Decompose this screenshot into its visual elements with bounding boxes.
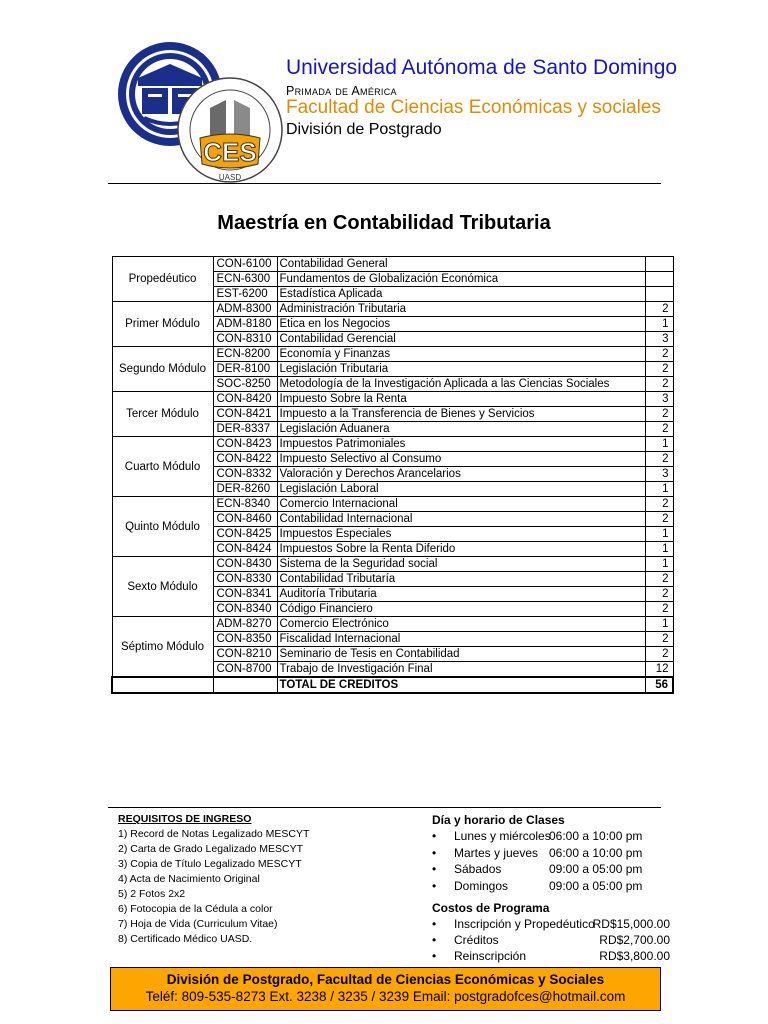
- cost-item: Créditos: [454, 933, 499, 947]
- course-code: ADM-8180: [213, 317, 277, 332]
- requirements-list: [118, 827, 418, 947]
- course-code: SOC-8250: [213, 377, 277, 392]
- course-code: CON-8341: [213, 587, 277, 602]
- course-code: CON-8421: [213, 407, 277, 422]
- course-name: Etica en los Negocios: [277, 317, 645, 332]
- schedule-row: [432, 861, 692, 878]
- cost-amount: RD$3,800.00: [599, 949, 670, 963]
- requirement-item: 5) 2 Fotos 2x2: [118, 888, 186, 900]
- course-name: Legislación Aduanera: [277, 422, 645, 437]
- course-credits: [645, 287, 673, 302]
- course-credits: 3: [645, 467, 673, 482]
- module-name: Propedéutico: [112, 257, 213, 302]
- course-credits: 1: [645, 527, 673, 542]
- footer-contact: Teléf: 809-535-8273 Ext. 3238 / 3235 / 3239 Email: postgradofces@hotmail.com: [145, 989, 626, 1004]
- course-name: Impuesto Sobre la Renta: [277, 392, 645, 407]
- schedule-row: [432, 878, 692, 895]
- course-name: Legislación Tributaria: [277, 362, 645, 377]
- total-empty-cell: [112, 677, 213, 693]
- course-code: EST-6200: [213, 287, 277, 302]
- course-credits: 2: [645, 632, 673, 647]
- course-name: Metodología de la Investigación Aplicada a las Ciencias Sociales: [277, 377, 645, 392]
- course-name: Valoración y Derechos Arancelarios: [277, 467, 645, 482]
- ces-faculty-logo: [178, 78, 282, 182]
- course-code: ECN-8200: [213, 347, 277, 362]
- course-credits: 2: [645, 512, 673, 527]
- course-name: Impuesto a la Transferencia de Bienes y Servicios: [277, 407, 645, 422]
- course-name: Auditoría Tributaria: [277, 587, 645, 602]
- table-row: [112, 392, 673, 407]
- table-row: [112, 617, 673, 632]
- course-code: CON-8332: [213, 467, 277, 482]
- schedule-time: 06:00 a 10:00 pm: [549, 829, 643, 843]
- schedule-row: [432, 845, 692, 862]
- cost-item: Reinscripción: [454, 949, 527, 963]
- course-code: DER-8337: [213, 422, 277, 437]
- schedule-time: 09:00 a 05:00 pm: [549, 862, 643, 876]
- course-credits: 1: [645, 437, 673, 452]
- course-code: CON-8700: [213, 662, 277, 678]
- cost-row: [432, 932, 692, 948]
- course-name: Impuesto Selectivo al Consumo: [277, 452, 645, 467]
- course-name: Impuestos Especiales: [277, 527, 645, 542]
- course-code: CON-8430: [213, 557, 277, 572]
- course-name: Trabajo de Investigación Final: [277, 662, 645, 678]
- schedule-row: [432, 828, 692, 845]
- table-row: [112, 557, 673, 572]
- course-name: Comercio Electrónico: [277, 617, 645, 632]
- costs-title: Costos de Programa: [432, 901, 550, 915]
- course-name: Fundamentos de Globalización Económica: [277, 272, 645, 287]
- course-credits: 1: [645, 317, 673, 332]
- division-name: División de Postgrado: [286, 121, 442, 138]
- cost-row: [432, 916, 692, 932]
- course-credits: 1: [645, 557, 673, 572]
- module-name: Tercer Módulo: [112, 392, 213, 437]
- course-credits: [645, 272, 673, 287]
- table-row: [112, 347, 673, 362]
- university-name: Universidad Autónoma de Santo Domingo: [286, 56, 678, 79]
- course-code: CON-8424: [213, 542, 277, 557]
- bullet-icon: •: [432, 949, 437, 963]
- cost-row: [432, 948, 692, 964]
- total-value: 56: [645, 677, 673, 693]
- course-code: ECN-8340: [213, 497, 277, 512]
- bullet-icon: •: [432, 933, 437, 947]
- ces-logo-text: CES: [203, 137, 257, 167]
- course-credits: 2: [645, 647, 673, 662]
- module-name: Segundo Módulo: [112, 347, 213, 392]
- schedule-day: Martes y jueves: [454, 845, 539, 860]
- course-credits: 2: [645, 587, 673, 602]
- course-credits: 1: [645, 542, 673, 557]
- bullet-icon: •: [432, 862, 437, 876]
- course-credits: 3: [645, 332, 673, 347]
- course-code: CON-8330: [213, 572, 277, 587]
- course-credits: 2: [645, 602, 673, 617]
- table-row: [112, 437, 673, 452]
- module-name: Cuarto Módulo: [112, 437, 213, 497]
- course-name: Estadística Aplicada: [277, 287, 645, 302]
- course-code: CON-8460: [213, 512, 277, 527]
- course-code: ADM-8300: [213, 302, 277, 317]
- section-divider: [108, 807, 661, 808]
- course-credits: 2: [645, 452, 673, 467]
- course-code: ECN-6300: [213, 272, 277, 287]
- course-code: CON-8310: [213, 332, 277, 347]
- bullet-icon: •: [432, 845, 437, 860]
- course-code: CON-6100: [213, 257, 277, 272]
- requirement-item: 7) Hoja de Vida (Curriculum Vitae): [118, 918, 278, 930]
- module-name: Quinto Módulo: [112, 497, 213, 557]
- uasd-logo-text: UASD: [218, 173, 242, 182]
- module-name: Sexto Módulo: [112, 557, 213, 617]
- course-name: Impuestos Patrimoniales: [277, 437, 645, 452]
- total-label: TOTAL DE CREDITOS: [277, 677, 645, 693]
- course-credits: 2: [645, 572, 673, 587]
- course-name: Contabilidad Tributaría: [277, 572, 645, 587]
- requirement-item: 2) Carta de Grado Legalizado MESCYT: [118, 843, 304, 855]
- course-credits: 2: [645, 497, 673, 512]
- module-name: Séptimo Módulo: [112, 617, 213, 678]
- course-credits: 2: [645, 407, 673, 422]
- total-empty-cell: [213, 677, 277, 693]
- course-code: CON-8420: [213, 392, 277, 407]
- schedule-title: Día y horario de Clases: [432, 813, 565, 827]
- course-name: Seminario de Tesis en Contabilidad: [277, 647, 645, 662]
- footer-division: División de Postgrado, Facultad de Ciencias Económicas y Sociales: [166, 972, 605, 987]
- course-credits: [645, 257, 673, 272]
- course-name: Código Financiero: [277, 602, 645, 617]
- course-code: ADM-8270: [213, 617, 277, 632]
- course-code: CON-8340: [213, 602, 277, 617]
- bullet-icon: •: [432, 829, 437, 843]
- module-name: Primer Módulo: [112, 302, 213, 347]
- course-name: Sistema de la Seguridad social: [277, 557, 645, 572]
- cost-item: Inscripción y Propedéutico: [454, 917, 595, 931]
- course-code: CON-8210: [213, 647, 277, 662]
- table-row: [112, 257, 673, 272]
- course-table-body: [112, 257, 673, 694]
- course-code: CON-8350: [213, 632, 277, 647]
- bullet-icon: •: [432, 878, 437, 893]
- course-credits: 3: [645, 392, 673, 407]
- schedule-time: 09:00 a 05:00 pm: [549, 878, 643, 893]
- requirements-section: [118, 812, 418, 947]
- schedule-section: [432, 812, 692, 964]
- course-credits: 1: [645, 617, 673, 632]
- course-name: Contabilidad Gerencial: [277, 332, 645, 347]
- cost-amount: RD$15,000.00: [592, 917, 670, 931]
- bullet-icon: •: [432, 917, 437, 931]
- course-name: Contabilidad Internacional: [277, 512, 645, 527]
- schedule-time: 06:00 a 10:00 pm: [549, 845, 643, 860]
- course-name: Contabilidad General: [277, 257, 645, 272]
- logos: [108, 38, 284, 188]
- schedule-day: Lunes y miércoles: [454, 829, 551, 843]
- page-title: Maestría en Contabilidad Tributaria: [217, 212, 551, 234]
- university-subtitle: Primada de América: [286, 84, 397, 98]
- course-name: Impuestos Sobre la Renta Diferido: [277, 542, 645, 557]
- course-credits: 1: [645, 482, 673, 497]
- course-code: DER-8100: [213, 362, 277, 377]
- course-code: CON-8423: [213, 437, 277, 452]
- cost-amount: RD$2,700.00: [599, 933, 670, 947]
- contact-footer: [110, 967, 661, 1011]
- schedule-list: [432, 828, 692, 894]
- table-row: [112, 302, 673, 317]
- total-row: [112, 677, 673, 693]
- course-name: Fiscalidad Internacional: [277, 632, 645, 647]
- schedule-day: Domingos: [454, 878, 509, 893]
- course-code: CON-8425: [213, 527, 277, 542]
- course-name: Economía y Finanzas: [277, 347, 645, 362]
- course-table: [111, 256, 674, 694]
- course-name: Administración Tributaria: [277, 302, 645, 317]
- course-name: Comercio Internacional: [277, 497, 645, 512]
- faculty-name: Facultad de Ciencias Económicas y sociales: [286, 97, 661, 118]
- costs-list: [432, 916, 692, 964]
- requirement-item: 8) Certificado Médico UASD.: [118, 933, 253, 945]
- course-code: CON-8422: [213, 452, 277, 467]
- course-name: Legislación Laboral: [277, 482, 645, 497]
- requirements-title: REQUISITOS DE INGRESO: [118, 813, 252, 825]
- course-credits: 2: [645, 362, 673, 377]
- course-credits: 12: [645, 662, 673, 678]
- course-credits: 2: [645, 347, 673, 362]
- table-row: [112, 497, 673, 512]
- schedule-day: Sábados: [454, 862, 502, 876]
- course-code: DER-8260: [213, 482, 277, 497]
- course-credits: 2: [645, 422, 673, 437]
- requirement-item: 6) Fotocopia de la Cédula a color: [118, 903, 273, 915]
- requirement-item: 4) Acta de Nacimiento Original: [118, 873, 260, 885]
- course-credits: 2: [645, 377, 673, 392]
- header-divider: [108, 183, 661, 184]
- requirement-item: 1) Record de Notas Legalizado MESCYT: [118, 828, 310, 840]
- course-credits: 2: [645, 302, 673, 317]
- requirement-item: 3) Copia de Título Legalizado MESCYT: [118, 858, 302, 870]
